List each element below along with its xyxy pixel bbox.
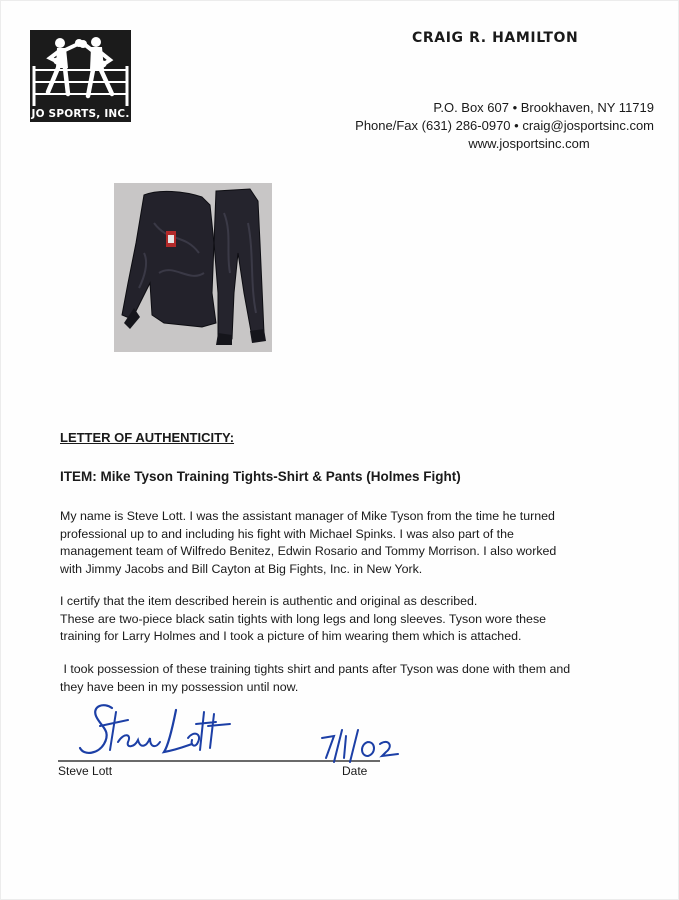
paragraph-line: My name is Steve Lott. I was the assistant manager of Mike Tyson from the time he turned xyxy=(60,509,555,523)
contact-info: Phone/Fax (631) 286-0970 • craig@josportsinc.com xyxy=(355,118,654,133)
website: www.josportsinc.com xyxy=(468,136,590,151)
paragraph-line: training for Larry Holmes and I took a picture of him wearing them which is attached. xyxy=(60,629,522,644)
jo-sports-logo xyxy=(30,30,131,122)
paragraph-line: I took possession of these training tights shirt and pants after Tyson was done with them and xyxy=(60,662,571,676)
paragraph-line: management team of Wilfredo Benitez, Edwin Rosario and Tommy Morrison. I also worked xyxy=(60,544,557,559)
paragraph-line: These are two-piece black satin tights with long legs and long sleeves. Tyson wore these xyxy=(60,611,547,626)
signature-area xyxy=(0,690,679,790)
item-description: ITEM: Mike Tyson Training Tights-Shirt & Pants (Holmes Fight) xyxy=(60,469,461,484)
letter-heading: LETTER OF AUTHENTICITY: xyxy=(60,430,235,445)
paragraph-line: professional up to and including his fight with Michael Spinks. I was also part of the xyxy=(60,526,514,541)
company-name: CRAIG R. HAMILTON xyxy=(412,30,579,46)
paragraph-line: with Jimmy Jacobs and Bill Cayton at Big Fights, Inc. in New York. xyxy=(60,561,423,576)
address-block xyxy=(274,99,654,153)
garment-illustration xyxy=(114,183,272,352)
paragraph-background xyxy=(60,508,635,578)
paragraph-certification xyxy=(60,593,635,646)
signer-name: Steve Lott xyxy=(58,764,113,778)
logo-text: JO SPORTS, INC. xyxy=(31,108,130,120)
mailing-address: P.O. Box 607 • Brookhaven, NY 11719 xyxy=(433,100,654,115)
date-label: Date xyxy=(342,764,368,778)
paragraph-line: I certify that the item described herein is authentic and original as described. xyxy=(60,594,478,608)
garment-photo xyxy=(114,183,272,352)
paragraph-line: they have been in my possession until now. xyxy=(60,679,299,694)
